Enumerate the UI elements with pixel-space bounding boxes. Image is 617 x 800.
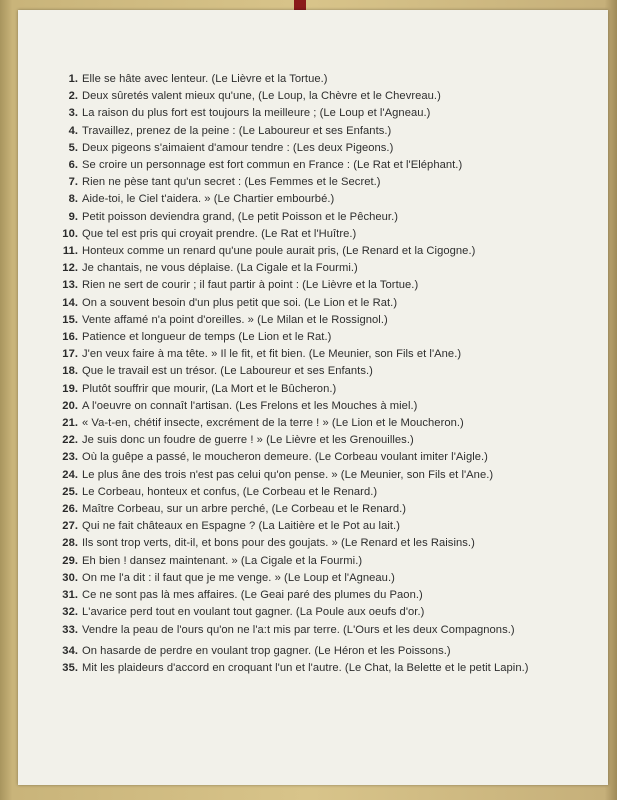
item-number: 14. <box>62 296 78 309</box>
list-item <box>52 277 552 294</box>
item-text: Rien ne sert de courir ; il faut partir à point : (Le Lièvre et la Tortue.) <box>82 279 419 292</box>
item-number: 34. <box>62 644 78 657</box>
item-number: 33. <box>62 623 78 636</box>
item-number: 32. <box>62 606 78 619</box>
item-number: 23. <box>62 451 78 464</box>
list-item <box>52 260 552 277</box>
item-number: 24. <box>62 468 78 481</box>
item-number: 2. <box>68 90 78 103</box>
item-text: Patience et longueur de temps (Le Lion et le Rat.) <box>82 331 332 344</box>
list-item <box>52 535 552 552</box>
list-item <box>52 660 552 681</box>
item-text: On hasarde de perdre en voulant trop gagner. (Le Héron et les Poissons.) <box>82 644 451 657</box>
item-number: 6. <box>68 159 78 172</box>
item-number: 11. <box>62 245 78 258</box>
item-text: Que le travail est un trésor. (Le Laboureur et ses Enfants.) <box>82 365 373 378</box>
item-text: A l'oeuvre on connaît l'artisan. (Les Frelons et les Mouches à miel.) <box>82 399 418 412</box>
list-item <box>52 157 552 174</box>
item-text: Honteux comme un renard qu'une poule aurait pris, (Le Renard et la Cigogne.) <box>82 245 476 258</box>
item-text: Ils sont trop verts, dit-il, et bons pour des goujats. » (Le Renard et les Raisins.) <box>82 537 475 550</box>
item-text: Deux sûretés valent mieux qu'une, (Le Loup, la Chèvre et le Chevreau.) <box>82 90 441 103</box>
item-number: 16. <box>62 331 78 344</box>
list-item <box>52 570 552 587</box>
item-text: Le plus âne des trois n'est pas celui qu'on pense. » (Le Meunier, son Fils et l'Ane.) <box>82 468 494 481</box>
item-number: 18. <box>62 365 78 378</box>
item-text: Plutôt souffrir que mourir, (La Mort et le Bûcheron.) <box>82 382 337 395</box>
item-number: 3. <box>68 107 78 120</box>
list-item <box>52 622 552 643</box>
item-number: 9. <box>68 210 78 223</box>
item-text: J'en veux faire à ma tête. » Il le fit, et fit bien. (Le Meunier, son Fils et l'Ane.) <box>82 348 462 361</box>
list-item <box>52 381 552 398</box>
item-number: 19. <box>62 382 78 395</box>
list-item <box>52 243 552 260</box>
item-text: L'avarice perd tout en voulant tout gagner. (La Poule aux oeufs d'or.) <box>82 606 425 619</box>
list-item <box>52 71 552 88</box>
item-text: La raison du plus fort est toujours la meilleure ; (Le Loup et l'Agneau.) <box>82 107 431 120</box>
item-number: 20. <box>62 399 78 412</box>
list-item <box>52 363 552 380</box>
item-number: 5. <box>68 141 78 154</box>
list-item <box>52 329 552 346</box>
item-text: « Va-t-en, chétif insecte, excrément de la terre ! » (Le Lion et le Moucheron.) <box>82 417 464 430</box>
item-text: Je chantais, ne vous déplaise. (La Cigale et la Fourmi.) <box>82 262 358 275</box>
item-text: Deux pigeons s'aimaient d'amour tendre : (Les deux Pigeons.) <box>82 141 394 154</box>
list-item <box>52 643 552 660</box>
item-text: Rien ne pèse tant qu'un secret : (Les Femmes et le Secret.) <box>82 176 381 189</box>
item-text: Ce ne sont pas là mes affaires. (Le Geai paré des plumes du Paon.) <box>82 589 423 602</box>
item-text: On a souvent besoin d'un plus petit que soi. (Le Lion et le Rat.) <box>82 296 398 309</box>
list-item <box>52 604 552 621</box>
item-number: 31. <box>62 589 78 602</box>
item-number: 26. <box>62 503 78 516</box>
item-text: Que tel est pris qui croyait prendre. (Le Rat et l'Huître.) <box>82 227 357 240</box>
item-number: 22. <box>62 434 78 447</box>
item-number: 10. <box>62 227 78 240</box>
proverb-list <box>52 71 552 681</box>
item-number: 7. <box>68 176 78 189</box>
item-number: 27. <box>62 520 78 533</box>
list-item <box>52 415 552 432</box>
list-item <box>52 140 552 157</box>
list-item <box>52 209 552 226</box>
list-item <box>52 105 552 122</box>
item-text: On me l'a dit : il faut que je me venge. » (Le Loup et l'Agneau.) <box>82 571 395 584</box>
item-text: Maître Corbeau, sur un arbre perché, (Le Corbeau et le Renard.) <box>82 503 407 516</box>
list-item <box>52 88 552 105</box>
list-item <box>52 587 552 604</box>
item-number: 25. <box>62 485 78 498</box>
list-item <box>52 467 552 484</box>
list-item <box>52 312 552 329</box>
list-item <box>52 191 552 208</box>
item-number: 21. <box>62 417 78 430</box>
item-number: 30. <box>62 571 78 584</box>
item-number: 12. <box>62 262 78 275</box>
item-text: Vente affamé n'a point d'oreilles. » (Le Milan et le Rossignol.) <box>82 313 388 326</box>
item-number: 17. <box>62 348 78 361</box>
item-text: Petit poisson deviendra grand, (Le petit Poisson et le Pêcheur.) <box>82 210 399 223</box>
list-item <box>52 295 552 312</box>
item-text: Où la guêpe a passé, le moucheron demeure. (Le Corbeau voulant imiter l'Aigle.) <box>82 451 488 464</box>
item-text: Se croire un personnage est fort commun en France : (Le Rat et l'Eléphant.) <box>82 159 463 172</box>
item-number: 1. <box>68 73 78 85</box>
item-text: Le Corbeau, honteux et confus, (Le Corbeau et le Renard.) <box>82 485 378 498</box>
item-number: 28. <box>62 537 78 550</box>
item-text: Aide-toi, le Ciel t'aidera. » (Le Chartier embourbé.) <box>82 193 335 206</box>
list-item <box>52 484 552 501</box>
item-text: Travaillez, prenez de la peine : (Le Laboureur et ses Enfants.) <box>82 124 392 137</box>
list-item <box>52 432 552 449</box>
list-item <box>52 346 552 363</box>
item-number: 29. <box>62 554 78 567</box>
item-number: 35. <box>62 661 78 674</box>
list-item <box>52 501 552 518</box>
list-item <box>52 226 552 243</box>
list-item <box>52 398 552 415</box>
item-text: Je suis donc un foudre de guerre ! » (Le Lièvre et les Grenouilles.) <box>82 434 414 447</box>
item-text: Vendre la peau de l'ours qu'on ne l'a:t mis par terre. (L'Ours et les deux Compagnons.) <box>82 623 515 636</box>
item-number: 8. <box>68 193 78 206</box>
list-item <box>52 174 552 191</box>
item-number: 4. <box>68 124 78 137</box>
item-text: Eh bien ! dansez maintenant. » (La Cigale et la Fourmi.) <box>82 554 363 567</box>
item-number: 15. <box>62 313 78 326</box>
item-number: 13. <box>62 279 78 292</box>
item-text: Elle se hâte avec lenteur. (Le Lièvre et la Tortue.) <box>82 73 328 85</box>
item-text: Qui ne fait châteaux en Espagne ? (La Laitière et le Pot au lait.) <box>82 520 400 533</box>
list-item <box>52 449 552 466</box>
list-item <box>52 123 552 140</box>
list-item <box>52 553 552 570</box>
item-text: Mit les plaideurs d'accord en croquant l'un et l'autre. (Le Chat, la Belette et le petit Lapin.) <box>82 661 529 674</box>
list-item <box>52 518 552 535</box>
